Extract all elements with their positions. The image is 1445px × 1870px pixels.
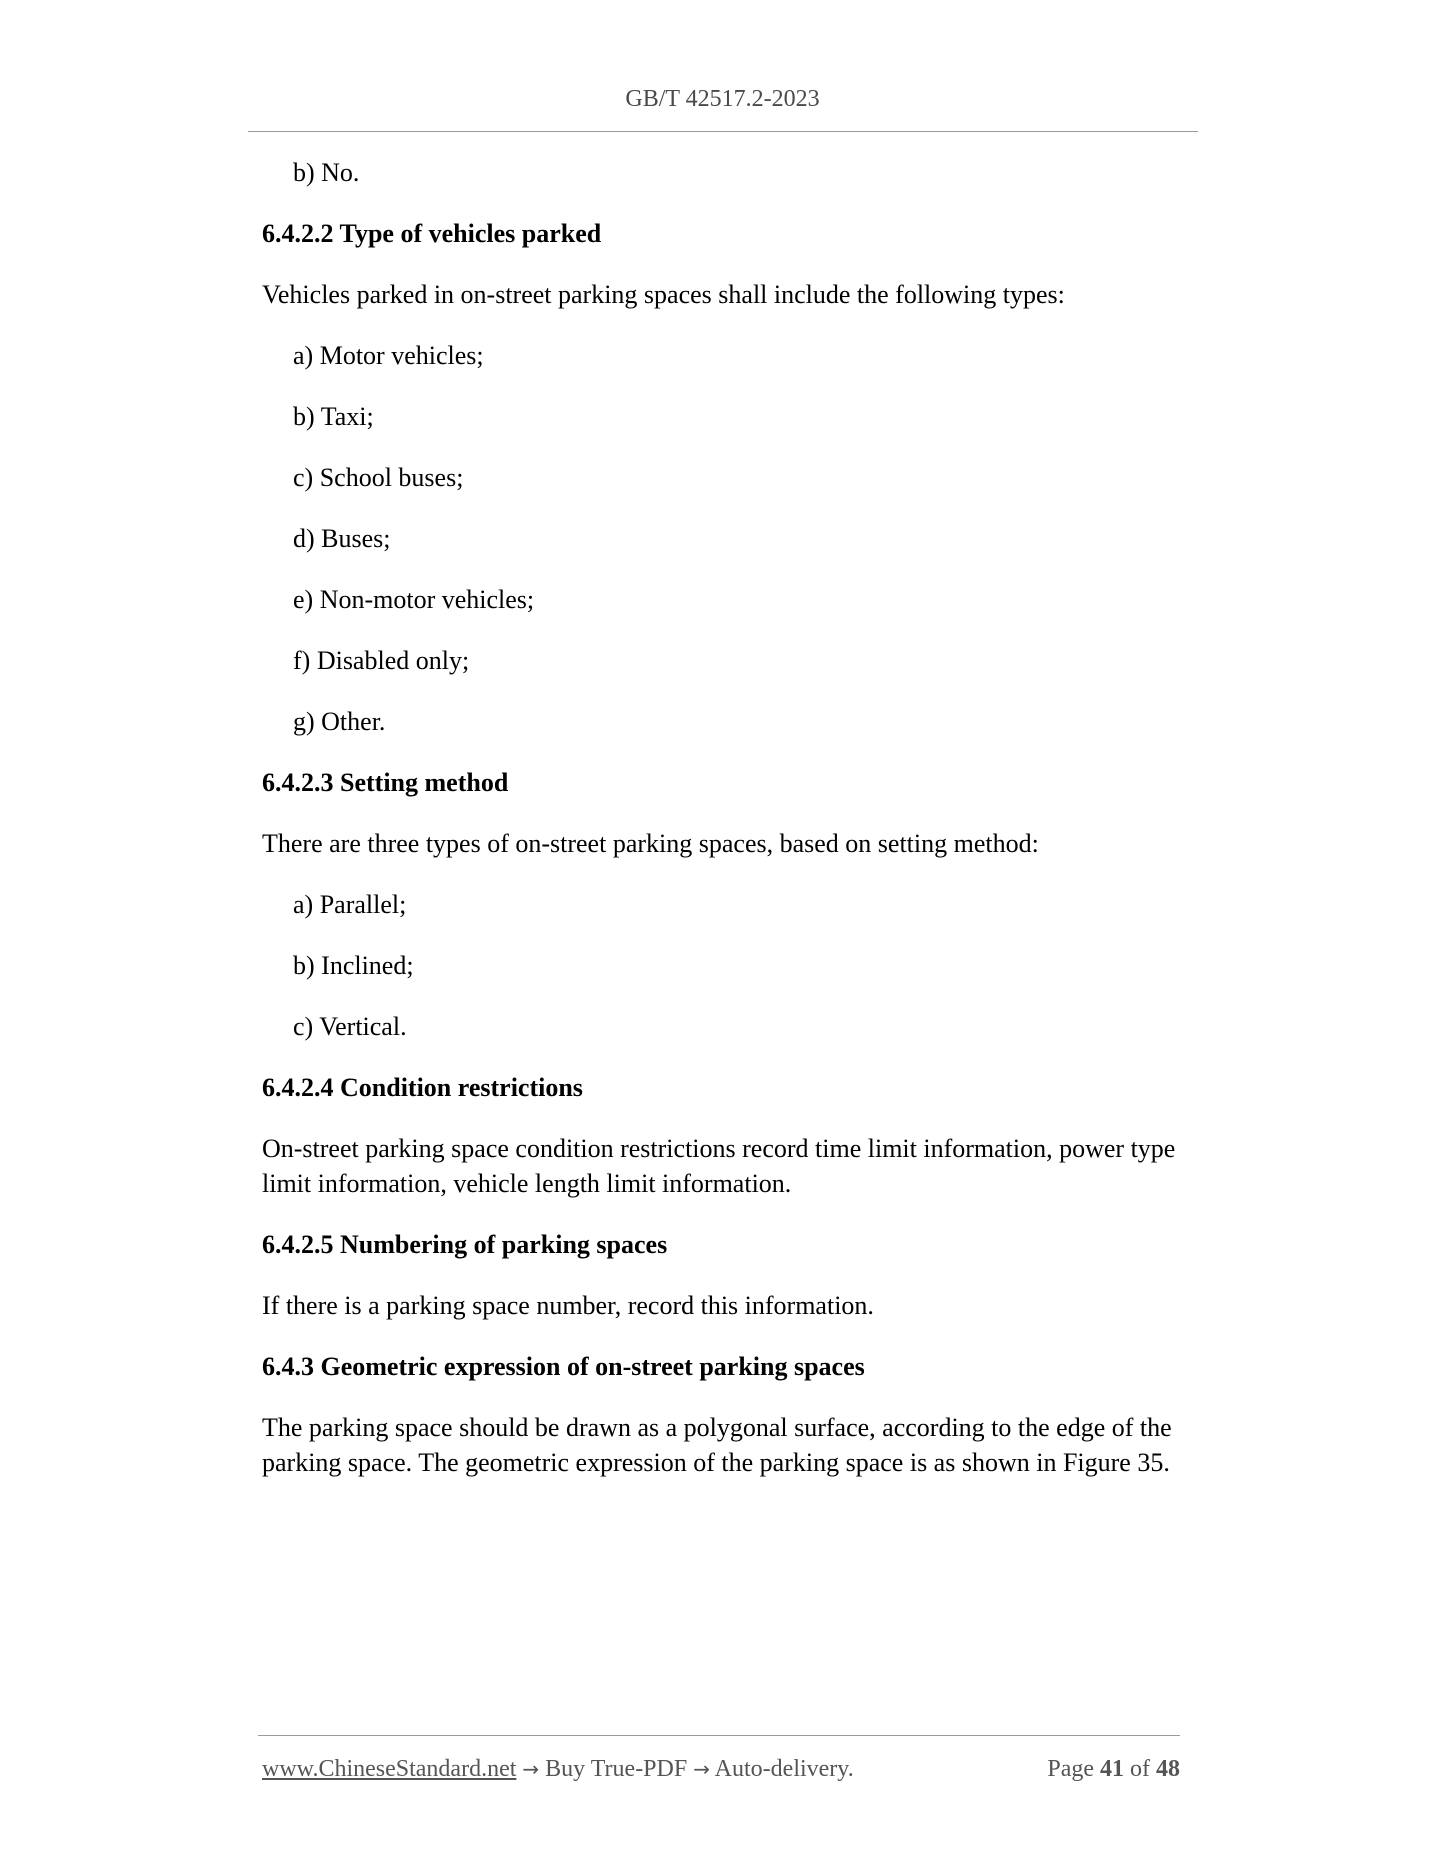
auto-delivery-text: Auto-delivery. (714, 1756, 854, 1782)
page-total: 48 (1156, 1756, 1180, 1782)
arrow-right-icon: → (693, 1757, 710, 1781)
list-item: g) Other. (293, 707, 386, 736)
list-item: b) Taxi; (293, 402, 374, 431)
page-prefix: Page (1047, 1756, 1094, 1782)
section-heading-6-4-3: 6.4.3 Geometric expression of on-street parking spaces (262, 1352, 865, 1381)
paragraph: On-street parking space condition restrictions record time limit information, power type limit information, vehicle length limit information. (262, 1134, 1176, 1198)
list-item: c) School buses; (293, 463, 464, 492)
buy-pdf-text: Buy True-PDF (545, 1756, 688, 1782)
footer-divider (258, 1735, 1180, 1736)
running-header: GB/T 42517.2-2023 (625, 86, 820, 112)
list-item: b) Inclined; (293, 951, 414, 980)
paragraph: If there is a parking space number, record this information. (262, 1291, 874, 1320)
list-item: e) Non-motor vehicles; (293, 585, 535, 614)
arrow-right-icon: → (522, 1757, 540, 1781)
footer-links (262, 1752, 854, 1786)
section-heading-6-4-2-5: 6.4.2.5 Numbering of parking spaces (262, 1230, 668, 1259)
list-item: a) Parallel; (293, 890, 407, 919)
list-item: a) Motor vehicles; (293, 341, 484, 370)
page-current: 41 (1100, 1756, 1124, 1782)
list-item: c) Vertical. (293, 1012, 407, 1041)
page-number (1047, 1752, 1180, 1786)
website-link[interactable]: www.ChineseStandard.net (262, 1756, 517, 1782)
list-item: b) No. (293, 158, 360, 187)
document-body (262, 155, 1202, 1506)
page-of: of (1130, 1756, 1150, 1782)
paragraph: There are three types of on-street parking spaces, based on setting method: (262, 829, 1039, 858)
page-footer (262, 1752, 1180, 1786)
paragraph: Vehicles parked in on-street parking spaces shall include the following types: (262, 280, 1065, 309)
section-heading-6-4-2-3: 6.4.2.3 Setting method (262, 768, 509, 797)
list-item: f) Disabled only; (293, 646, 470, 675)
list-item: d) Buses; (293, 524, 391, 553)
section-heading-6-4-2-2: 6.4.2.2 Type of vehicles parked (262, 219, 602, 248)
section-heading-6-4-2-4: 6.4.2.4 Condition restrictions (262, 1073, 583, 1102)
header-divider (248, 131, 1198, 132)
paragraph: The parking space should be drawn as a polygonal surface, according to the edge of the parking space. The geometric expression of the parking space is as shown in Figure 35. (262, 1413, 1172, 1477)
